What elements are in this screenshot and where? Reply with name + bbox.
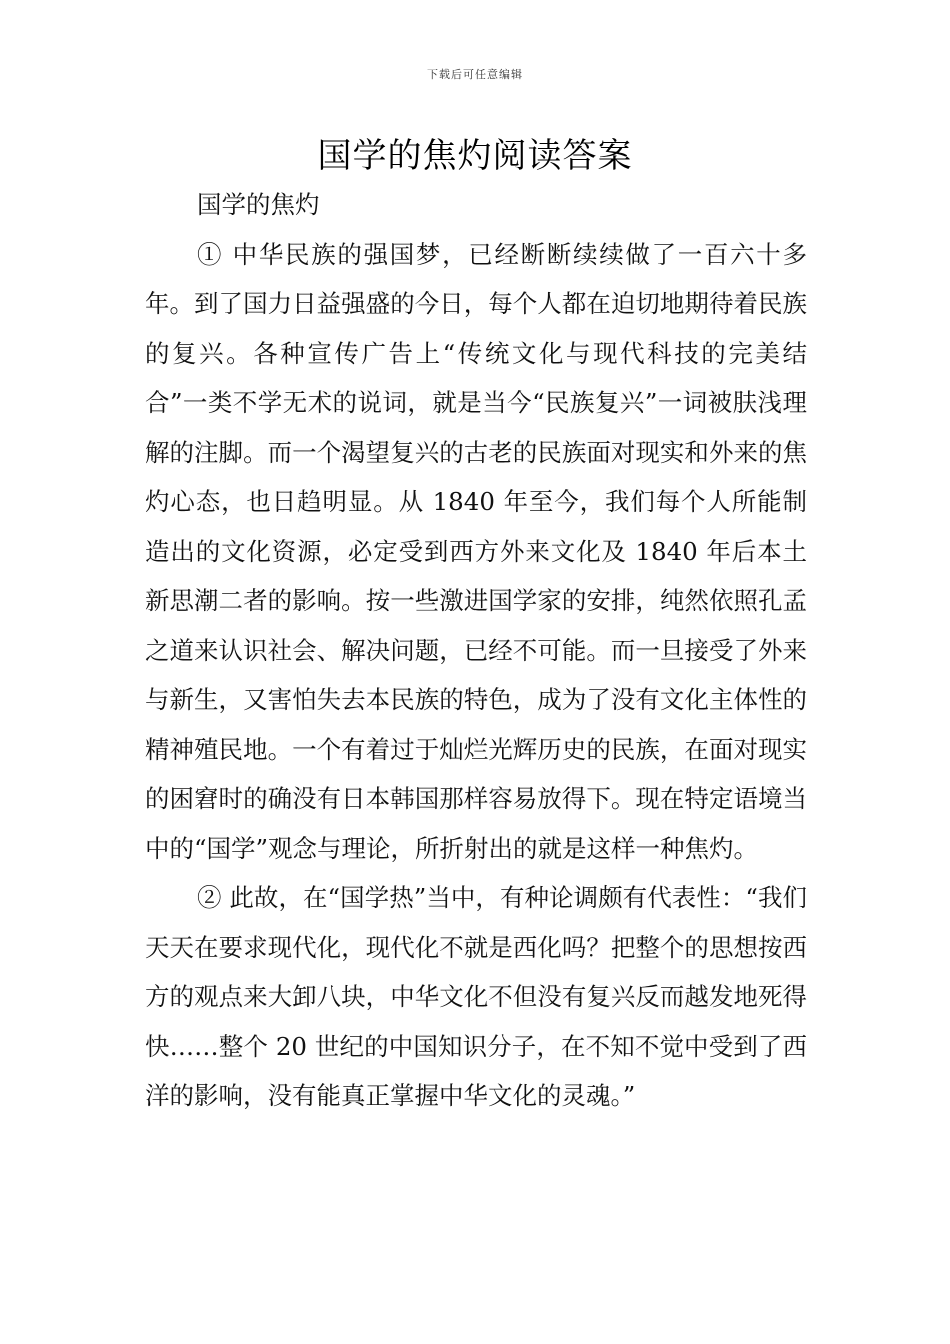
header-note: 下载后可任意编辑: [427, 68, 523, 81]
paragraph-2: ② 此故，在“国学热”当中，有种论调颇有代表性：“我们天天在要求现代化，现代化不就是西化吗？把整个的思想按西方的观点来大卸八块，中华文化不但没有复兴反而越发地死得快……整个 20 世纪的中国知识分子，在不知不觉中受到了西洋的影响，没有能真正掌握中华文化的灵魂。”: [145, 883, 807, 1110]
document-body: [145, 180, 807, 1121]
paragraph-1: ① 中华民族的强国梦，已经断断续续做了一百六十多年。到了国力日益强盛的今日，每个人都在迫切地期待着民族的复兴。各种宣传广告上“传统文化与现代科技的完美结合”一类不学无术的说词，就是当今“民族复兴”一词被肤浅理解的注脚。而一个渴望复兴的古老的民族面对现实和外来的焦灼心态，也日趋明显。从 1840 年至今，我们每个人所能制造出的文化资源，必定受到西方外来文化及 1840 年后本土新思潮二者的影响。按一些激进国学家的安排，纯然依照孔孟之道来认识社会、解决问题，已经不可能。而一旦接受了外来与新生，又害怕失去本民族的特色，成为了没有文化主体性的精神殖民地。一个有着过于灿烂光辉历史的民族，在面对现实的困窘时的确没有日本韩国那样容易放得下。现在特定语境当中的“国学”观念与理论，所折射出的就是这样一种焦灼。: [145, 239, 807, 863]
document-title: 国学的焦灼阅读答案: [317, 136, 633, 176]
article-subtitle: 国学的焦灼: [197, 190, 320, 219]
